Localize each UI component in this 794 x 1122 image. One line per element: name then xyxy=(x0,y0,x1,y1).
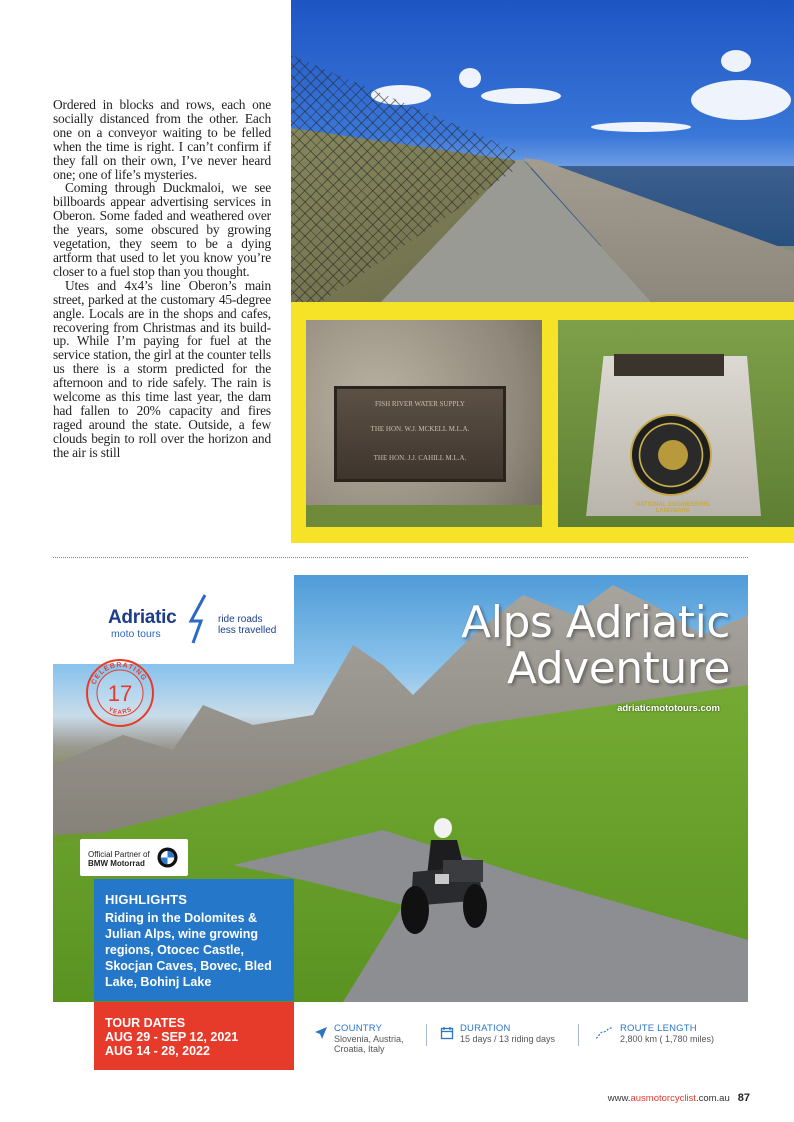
article-paragraph-1: Ordered in blocks and rows, each one socially distanced from the other. Each one on a conveyor waiting to be felled when the time is right. I can’t confirm if they fall on their own, I’ve never heard one; one of life’s mysteries. xyxy=(53,97,271,182)
plaque-line: THE HON. J.J. CAHILL M.L.A. xyxy=(373,454,467,462)
tour-date-1: AUG 29 - SEP 12, 2021 xyxy=(105,1030,239,1044)
cloud-shape xyxy=(591,122,691,132)
page-number: 87 xyxy=(737,1092,750,1104)
highlights-title: HIGHLIGHTS xyxy=(105,892,188,907)
celebrating-badge xyxy=(84,657,156,729)
info-separator xyxy=(426,1024,427,1046)
footer-url-accent: ausmotorcyclist xyxy=(630,1093,696,1104)
engineering-landmark-photo xyxy=(558,320,794,527)
brand-subtitle: moto tours xyxy=(111,628,161,640)
country-label: COUNTRY xyxy=(334,1023,383,1034)
tour-dates-title: TOUR DATES xyxy=(105,1016,186,1030)
cloud-shape xyxy=(459,68,481,88)
route-length-value: 2,800 km ( 1,780 miles) xyxy=(620,1034,715,1044)
cloud-shape xyxy=(721,50,751,72)
lightning-bolt-icon xyxy=(185,593,215,645)
plaque-plate xyxy=(334,386,506,482)
duration-value: 15 days / 13 riding days xyxy=(460,1034,556,1044)
cloud-shape xyxy=(691,80,791,120)
brand-name: Adriatic xyxy=(108,607,177,628)
medallion-line-2: LANDMARK xyxy=(655,508,691,514)
tour-date-2: AUG 14 - 28, 2022 xyxy=(105,1044,210,1058)
brand-tagline xyxy=(218,614,276,636)
medallion-line-1: NATIONAL ENGINEERING xyxy=(635,502,711,508)
article-column xyxy=(53,98,271,460)
tagline-line-2: less travelled xyxy=(218,625,277,636)
country-info xyxy=(334,1023,404,1054)
badge-top-text: CELEBRATING xyxy=(90,661,148,686)
highlights-body: Riding in the Dolomites & Julian Alps, wine growing regions, Otocec Castle, Skocjan Caves, Bovec, Bled Lake, Bohinj Lake xyxy=(105,911,272,989)
route-length-info xyxy=(620,1023,714,1044)
calendar-icon xyxy=(440,1026,454,1040)
partner-line-2: BMW Motorrad xyxy=(88,859,145,868)
medallion-text xyxy=(618,502,728,514)
country-value-1: Slovenia, Austria, xyxy=(334,1034,404,1044)
partner-line-1: Official Partner of xyxy=(88,850,150,859)
advert-title-line-2: Adventure xyxy=(506,643,730,694)
water-supply-plaque-photo xyxy=(306,320,542,527)
duration-label: DURATION xyxy=(460,1023,511,1034)
info-separator xyxy=(578,1024,579,1046)
kangaroo-emblem-icon xyxy=(658,440,688,470)
plaque-line: THE HON. W.J. MCKELL M.L.A. xyxy=(370,425,470,433)
badge-bottom-text: YEARS xyxy=(107,706,134,716)
motorcycle-rider-icon xyxy=(383,810,493,940)
section-divider xyxy=(53,557,748,558)
tagline-line-1: ride roads xyxy=(218,614,263,625)
badge-number: 17 xyxy=(107,681,133,706)
plaque-line: FISH RIVER WATER SUPPLY xyxy=(375,400,465,408)
page-footer xyxy=(500,1092,750,1104)
footer-url-suffix: .com.au xyxy=(695,1093,730,1104)
route-length-label: ROUTE LENGTH xyxy=(620,1023,697,1034)
route-squiggle-icon xyxy=(595,1026,613,1040)
top-plate xyxy=(614,354,724,376)
adriatic-logo-box xyxy=(53,575,294,664)
advert-title xyxy=(380,597,730,694)
bmw-partner-box xyxy=(80,839,188,876)
country-value-2: Croatia, Italy xyxy=(334,1044,385,1054)
cloud-shape xyxy=(481,88,561,104)
location-arrow-icon xyxy=(314,1026,328,1040)
advert-title-line-1: Alps Adriatic xyxy=(461,597,730,648)
article-paragraph-2: Coming through Duckmaloi, we see billboards appear advertising services in Oberon. Some faded and weathered over the years, some obscured by growing vegetation, they seem to be a dying artform that used to let you know you’re closer to a fuel stop than you thought. xyxy=(53,180,271,279)
footer-url-prefix: www. xyxy=(607,1093,631,1104)
tour-dates-box xyxy=(94,1002,294,1070)
duration-info xyxy=(460,1023,555,1044)
bmw-roundel-icon xyxy=(157,847,178,868)
grass-strip xyxy=(306,505,542,527)
landmark-medallion xyxy=(630,414,712,496)
highlights-box xyxy=(94,879,294,1001)
dam-walkway-photo xyxy=(291,0,794,302)
article-paragraph-3: Utes and 4x4’s line Oberon’s main street, parked at the customary 45-degree angle. Locals are in the shops and cafes, recovering from Christmas and its build-up. While I’m paying for fuel at the service station, the girl at the counter tells us there is a storm predicted for the afternoon and to ride safely. The rain is welcome as this time last year, the dam had fallen to 20% capacity and fires raged around the state. Outside, a few clouds begin to roll over the horizon and the air is still xyxy=(53,277,271,460)
advert-url[interactable]: adriaticmototours.com xyxy=(617,703,720,714)
